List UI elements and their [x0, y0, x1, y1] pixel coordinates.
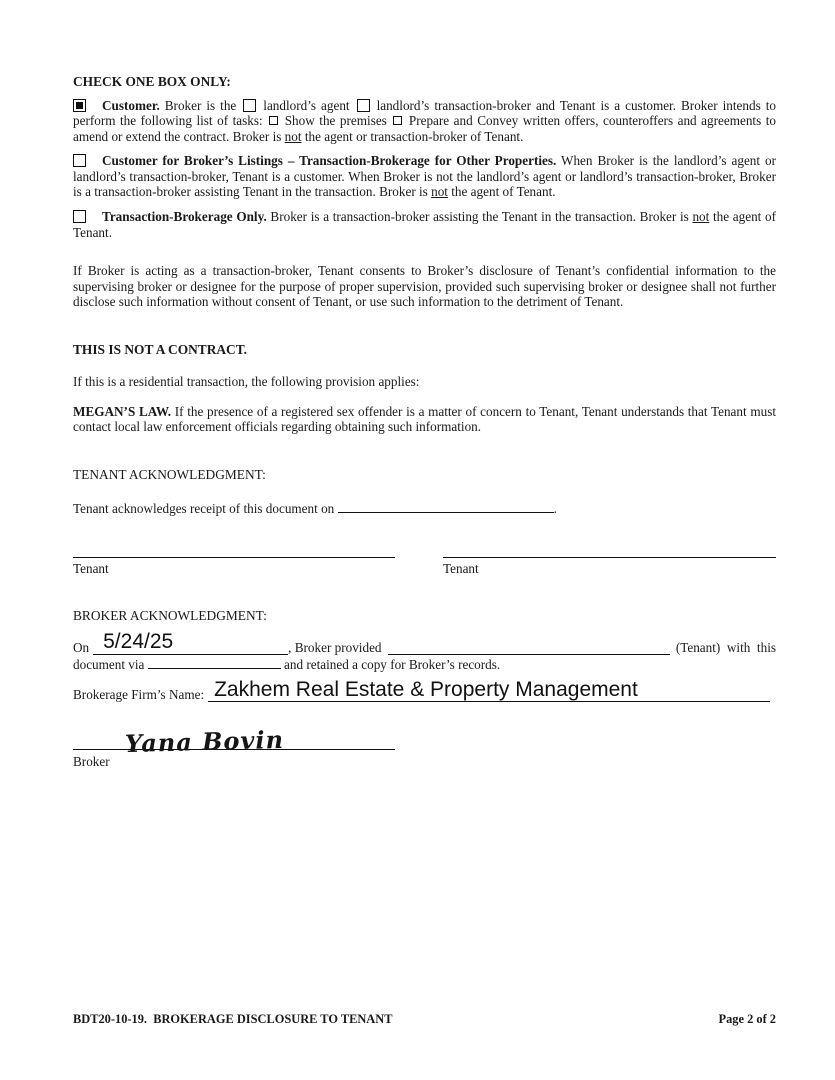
landlords-transaction-broker-checkbox[interactable]: [357, 99, 370, 112]
tenant-with-this-text: (Tenant) with this: [675, 640, 776, 656]
footer-form-code: BDT20-10-19. BROKERAGE DISCLOSURE TO TENANT: [73, 1012, 393, 1026]
document-via-prefix: document via: [73, 657, 148, 673]
option-customer-listings-text-1: When Broker is the landlord’s agent or landlord’s transaction-broker, Tenant is a customer. When Broker is not the landlord’s agent or landlord’s transaction-broker, Broker is a transaction-broker assisting Tenant in the transaction. Broker is: [73, 153, 776, 200]
option-transaction-only-text-2: the agent of Tenant.: [73, 209, 777, 240]
receipt-prefix: Tenant acknowledges receipt of this document on: [73, 500, 338, 516]
tenant-signature-block-1: [73, 516, 395, 576]
megans-law-paragraph: [73, 404, 776, 435]
not-underlined-word: not: [284, 128, 302, 144]
option-transaction-only-paragraph: [73, 209, 776, 240]
option-transaction-only-label: Transaction-Brokerage Only.: [102, 209, 267, 225]
tenant-signature-field-2[interactable]: [443, 516, 776, 558]
show-premises-checkbox[interactable]: [269, 116, 278, 125]
option-customer-text-5: Prepare and Convey written offers, counteroffers and agreements to amend or extend the contract. Broker is: [73, 113, 776, 144]
receipt-suffix: .: [553, 500, 557, 516]
broker-provided-line: [73, 629, 776, 655]
document-via-field[interactable]: [148, 655, 281, 669]
tenant-signature-row: [73, 516, 776, 576]
option-customer-listings-paragraph: [73, 153, 776, 199]
option-customer-text-4: Show the premises: [280, 113, 392, 129]
brokerage-firm-row: [73, 673, 776, 702]
residential-provision-line: If this is a residential transaction, the following provision applies:: [73, 374, 420, 390]
tenant-acknowledgment-heading: TENANT ACKNOWLEDGMENT:: [73, 466, 266, 482]
option-customer-listings-text-2: the agent of Tenant.: [447, 184, 556, 200]
document-via-suffix: and retained a copy for Broker’s records.: [280, 657, 501, 673]
transaction-broker-consent-paragraph: If Broker is acting as a transaction-broker, Tenant consents to Broker’s disclosure of Tenant’s confidential information to the supervising broker or designee for the purpose of proper supervision, provided such supervising broker or designee shall not further disclose such information without consent of Tenant, or use such information to the detriment of Tenant.: [73, 263, 776, 310]
prepare-convey-checkbox[interactable]: [393, 116, 402, 125]
tenant-signature-label-2: Tenant: [443, 561, 479, 577]
option-customer-text-1: Broker is the: [159, 98, 242, 113]
not-a-contract-heading: THIS IS NOT A CONTRACT.: [73, 342, 248, 358]
broker-signature-value: Yana Bovin: [124, 725, 285, 759]
megans-law-label: MEGAN’S LAW.: [73, 403, 172, 419]
document-via-line: [73, 655, 776, 673]
option-customer-text-3: landlord’s transaction-broker and Tenant is a customer. Broker intends to perform the following list of tasks:: [73, 98, 776, 129]
customer-listings-checkbox[interactable]: [73, 154, 86, 167]
broker-date-field[interactable]: [93, 628, 288, 655]
document-content: [73, 75, 776, 770]
broker-signature-label: Broker: [73, 754, 110, 770]
option-customer-text-6: the agent or transaction-broker of Tenant.: [301, 128, 524, 144]
broker-signature-field[interactable]: [73, 702, 395, 759]
broker-date-value: 5/24/25: [103, 630, 174, 654]
footer-page-number: Page 2 of 2: [718, 1012, 776, 1026]
checkbox-fill: [76, 102, 83, 109]
tenant-signature-label-1: Tenant: [73, 561, 109, 577]
option-customer-label: Customer.: [102, 98, 160, 113]
receipt-date-field[interactable]: [338, 499, 554, 513]
tenant-signature-field-1[interactable]: [73, 516, 395, 558]
not-underlined-word: not: [431, 184, 448, 200]
option-customer-text-2: landlord’s agent: [258, 98, 355, 113]
tenant-name-field[interactable]: [388, 628, 670, 655]
receipt-line: [73, 499, 776, 516]
megans-law-text: If the presence of a registered sex offender is a matter of concern to Tenant, Tenant understands that Tenant must contact local law enforcement officials regarding obtaining such information.: [73, 403, 777, 435]
not-underlined-word: not: [692, 209, 710, 225]
brokerage-firm-field[interactable]: [208, 672, 770, 702]
broker-acknowledgment-heading: BROKER ACKNOWLEDGMENT:: [73, 608, 267, 624]
transaction-brokerage-only-checkbox[interactable]: [73, 210, 86, 223]
tenant-signature-block-2: [443, 516, 776, 576]
check-one-box-heading: CHECK ONE BOX ONLY:: [73, 74, 231, 89]
page-footer: [73, 1012, 776, 1027]
broker-provided-text: , Broker provided: [288, 640, 382, 656]
on-label: On: [73, 640, 90, 656]
brokerage-firm-label: Brokerage Firm’s Name:: [73, 687, 205, 703]
option-customer-listings-label: Customer for Broker’s Listings – Transaction-Brokerage for Other Properties.: [102, 153, 557, 169]
brokerage-firm-value: Zakhem Real Estate & Property Management: [214, 678, 638, 702]
option-customer-paragraph: [73, 98, 776, 144]
option-transaction-only-text-1: Broker is a transaction-broker assisting the Tenant in the transaction. Broker is: [266, 209, 693, 225]
customer-checkbox[interactable]: [73, 99, 86, 112]
landlords-agent-checkbox[interactable]: [243, 99, 256, 112]
